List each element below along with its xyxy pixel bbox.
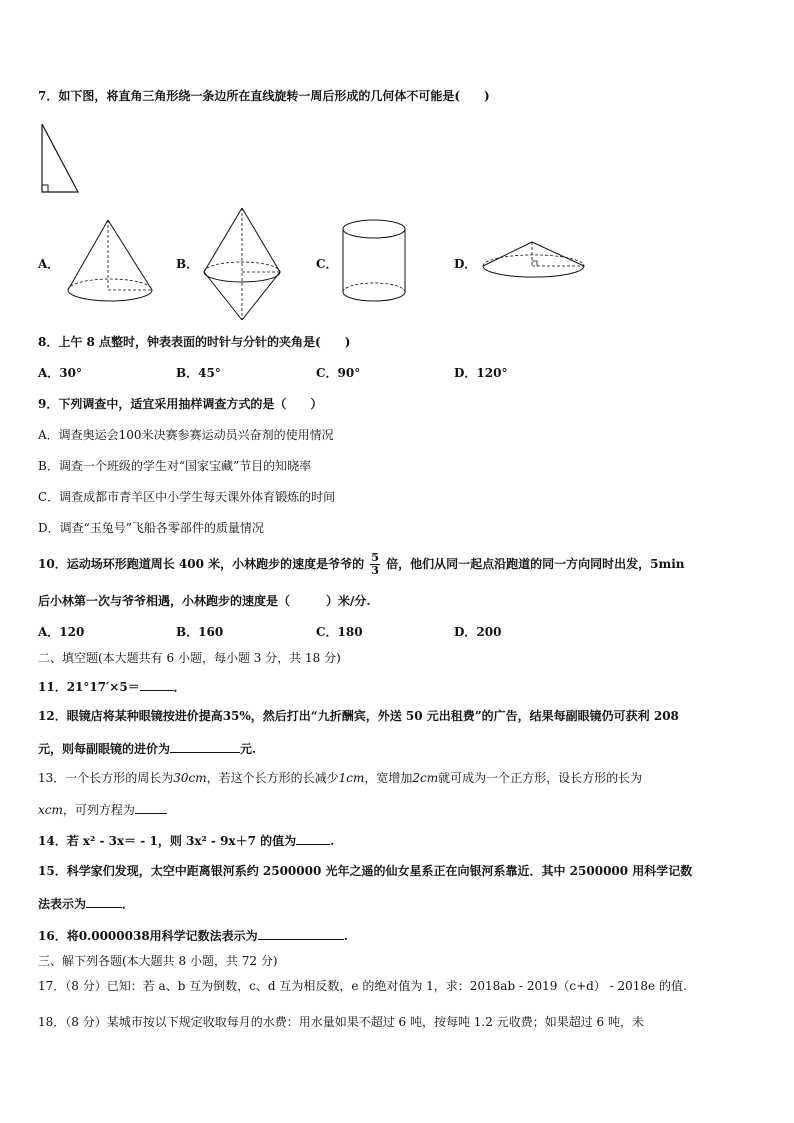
q8-option-a[interactable]: A．30° xyxy=(38,366,83,380)
q10-fraction-numerator: 5 xyxy=(371,551,379,564)
q11-text: 11．21°17′×5＝ xyxy=(38,680,140,694)
q10-stem-line2: 后小林第一次与爷爷相遇，小林跑步的速度是（ ）米/分. xyxy=(38,594,371,608)
q10-option-b[interactable]: B．160 xyxy=(176,625,224,639)
q15-answer-blank[interactable] xyxy=(86,895,122,908)
q13-line2 xyxy=(38,801,167,818)
q7-option-a-label[interactable]: A． xyxy=(38,257,60,271)
q8-option-d[interactable]: D．120° xyxy=(454,366,508,380)
q11-answer-blank[interactable] xyxy=(140,678,174,691)
q12-line2 xyxy=(38,740,256,757)
q7-option-d-label[interactable]: D． xyxy=(454,257,477,271)
q13-math-perimeter: 30cm xyxy=(173,771,207,785)
q16 xyxy=(38,927,348,944)
q8-stem: 8．上午 8 点整时，钟表表面的时针与分针的夹角是( ) xyxy=(38,335,351,349)
q7-option-b-label[interactable]: B． xyxy=(176,257,199,271)
flat-cone-figure xyxy=(480,240,588,282)
cylinder-figure xyxy=(340,218,408,304)
q10-fraction-denominator: 3 xyxy=(371,564,379,577)
q8-option-b[interactable]: B．45° xyxy=(176,366,221,380)
q10-stem-part-a: 10．运动场环形跑道周长 400 米，小林跑步的速度是爷爷的 xyxy=(38,557,365,571)
q14-text: 14．若 x² - 3x＝ - 1，则 3x² - 9x＋7 的值为 xyxy=(38,834,297,848)
q13-line1 xyxy=(38,770,642,786)
q10-stem-line1 xyxy=(38,550,684,578)
q11-end: ． xyxy=(173,680,186,694)
q10-fraction xyxy=(370,552,380,577)
q14-end: . xyxy=(330,834,335,848)
q18: 18．（8 分）某城市按以下规定收取每月的水费：用水量如果不超过 6 吨，按每吨 1.2 元收费；如果超过 6 吨，未 xyxy=(38,1015,644,1029)
q12-text: 元，则每副眼镜的进价为 xyxy=(38,742,171,756)
q16-answer-blank[interactable] xyxy=(258,927,344,940)
section-solve-heading: 三、解下列各题(本大题共 8 小题，共 72 分) xyxy=(38,954,278,968)
q13-text-c: ，宽增加 xyxy=(364,771,413,785)
q8-option-c[interactable]: C．90° xyxy=(316,366,361,380)
q15-text: 法表示为 xyxy=(38,897,87,911)
cone-figure xyxy=(62,218,158,306)
q9-option-a[interactable]: A．调查奥运会100米决赛参赛运动员兴奋剂的使用情况 xyxy=(38,428,334,442)
q10-option-a[interactable]: A．120 xyxy=(38,625,85,639)
section-fill-in-heading: 二、填空题(本大题共有 6 小题，每小题 3 分，共 18 分) xyxy=(38,651,341,665)
q17: 17．（8 分）已知：若 a、b 互为倒数，c、d 互为相反数，e 的绝对值为 1，求：2018ab - 2019（c+d） - 2018e 的值. xyxy=(38,979,687,993)
q10-option-d[interactable]: D．200 xyxy=(454,625,502,639)
q13-text-a: 13．一个长方形的周长为 xyxy=(38,771,174,785)
q9-option-d[interactable]: D．调查“玉兔号”飞船各零部件的质量情况 xyxy=(38,521,264,535)
q9-option-b[interactable]: B．调查一个班级的学生对“国家宝藏”节目的知晓率 xyxy=(38,459,312,473)
q16-text: 16．将0.0000038用科学记数法表示为 xyxy=(38,929,258,943)
q7-stem: 7．如下图，将直角三角形绕一条边所在直线旋转一周后形成的几何体不可能是( ) xyxy=(38,89,490,103)
q13-math-decrease: 1cm xyxy=(338,771,365,785)
q13-text-d: 就可成为一个正方形，设长方形的长为 xyxy=(438,771,643,785)
q12-answer-blank[interactable] xyxy=(170,740,240,753)
q11 xyxy=(38,678,186,695)
right-triangle-figure xyxy=(40,122,82,194)
q7-option-c-label[interactable]: C． xyxy=(316,257,338,271)
q15-end: ． xyxy=(122,897,135,911)
q16-end: . xyxy=(343,929,348,943)
q12-line1: 12．眼镜店将某种眼镜按进价提高35%，然后打出“九折酬宾，外送 50 元出租费”的广告，结果每副眼镜仍可获利 208 xyxy=(38,709,679,723)
q13-text-b: ，若这个长方形的长减少 xyxy=(206,771,339,785)
q14 xyxy=(38,832,334,849)
q13-math-increase: 2cm xyxy=(412,771,439,785)
q9-stem: 9．下列调查中，适宜采用抽样调查方式的是（ ） xyxy=(38,397,323,411)
q15-line2 xyxy=(38,895,134,912)
q13-text-e: ，可列方程为 xyxy=(62,803,135,817)
q13-answer-blank[interactable] xyxy=(135,801,167,814)
q10-option-c[interactable]: C．180 xyxy=(316,625,363,639)
q12-end: 元. xyxy=(240,742,257,756)
q13-math-length: xcm xyxy=(38,803,63,817)
q9-option-c[interactable]: C．调查成都市青羊区中小学生每天课外体育锻炼的时间 xyxy=(38,490,336,504)
double-cone-figure xyxy=(200,206,284,324)
q15-line1: 15．科学家们发现，太空中距离银河系约 2500000 光年之遥的仙女星系正在向银河系靠近．其中 2500000 用科学记数 xyxy=(38,864,693,878)
q10-stem-part-b: 倍，他们从同一起点沿跑道的同一方向同时出发，5min xyxy=(386,557,685,571)
q14-answer-blank[interactable] xyxy=(296,832,330,845)
